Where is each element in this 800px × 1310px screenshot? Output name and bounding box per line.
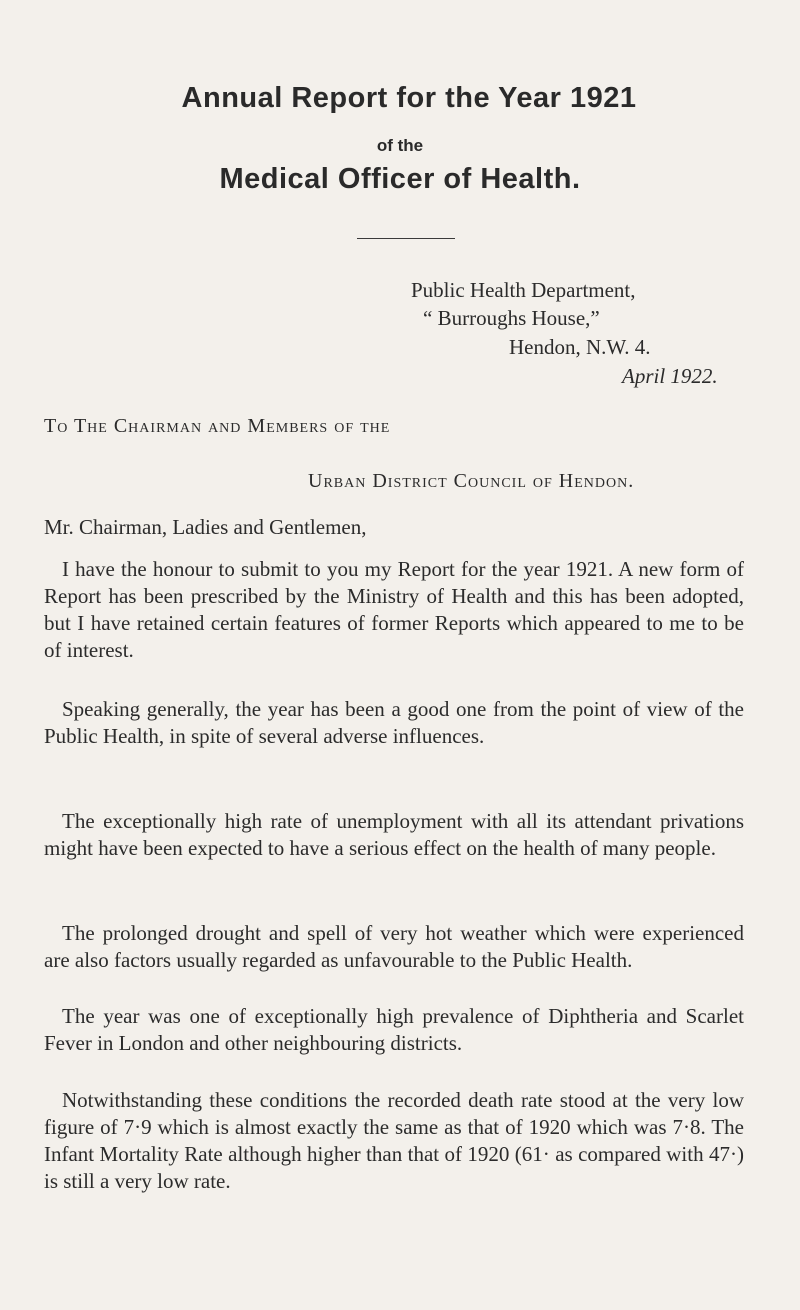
address-department: Public Health Department,: [411, 278, 636, 302]
address-building: “ Burroughs House,”: [423, 306, 600, 330]
address-locality: Hendon, N.W. 4.: [509, 335, 651, 359]
report-title: Annual Report for the Year 1921: [181, 82, 637, 114]
report-title-connector: of the: [376, 136, 424, 155]
title-divider: [357, 238, 455, 239]
addressee-line-2: Urban District Council of Hendon.: [308, 470, 635, 492]
salutation: Mr. Chairman, Ladies and Gentlemen,: [44, 515, 367, 539]
paragraph: Notwithstanding these conditions the recorded death rate stood at the very low figure of 7·9 which is almost exactly the same as that of 1920 which was 7·8. The Infant Mortality Rate although higher than that of 1920 (61· as compared with 47·) is still a very low rate.: [44, 1088, 744, 1193]
paragraph: The prolonged drought and spell of very hot weather which were experienced are also factors usually regarded as unfavourable to the Public Health.: [44, 921, 744, 972]
paragraph: I have the honour to submit to you my Report for the year 1921. A new form of Report has been prescribed by the Ministry of Health and this has been adopted, but I have retained certain features of former Reports which appeared to me to be of interest.: [44, 557, 744, 662]
paragraph: The year was one of exceptionally high prevalence of Diphtheria and Scarlet Fever in London and other neighbouring districts.: [44, 1004, 744, 1055]
paragraph: The exceptionally high rate of unemployment with all its attendant privations might have been expected to have a serious effect on the health of many people.: [44, 809, 744, 860]
paragraph: Speaking generally, the year has been a good one from the point of view of the Public Health, in spite of several adverse influences.: [44, 697, 744, 748]
addressee-line-1: To The Chairman and Members of the: [44, 415, 391, 437]
letter-date: April 1922.: [622, 364, 718, 388]
report-subtitle: Medical Officer of Health.: [219, 163, 581, 195]
